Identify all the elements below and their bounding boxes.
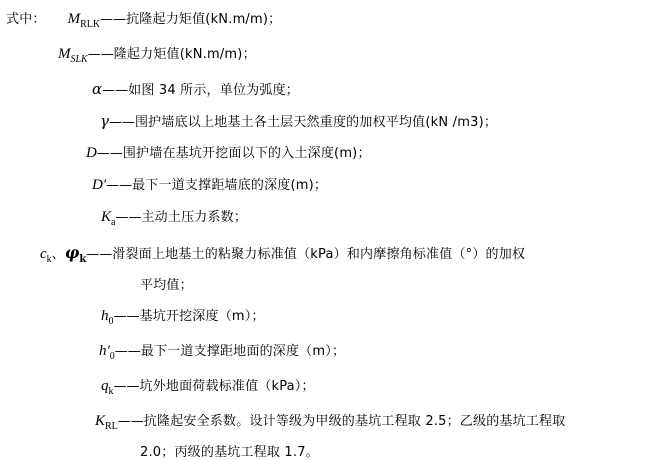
definition-alpha: 如图 34 所示，单位为弧度； (128, 83, 299, 98)
formula-line-ck-phik-continuation (140, 279, 672, 292)
formula-line-h0-prime (99, 344, 672, 362)
definition-ck-phik: 滑裂面上地基土的粘聚力标准值（kPa）和内摩擦角标准值（°）的加权 (112, 247, 526, 262)
dash-separator: —— (96, 146, 123, 161)
formula-line-gamma (100, 114, 672, 129)
dash-separator: —— (87, 47, 114, 62)
dash-separator: —— (102, 83, 129, 98)
document-page (0, 11, 672, 460)
symbol-separator: 、 (51, 247, 65, 262)
intro-label-text: 式中： (6, 12, 46, 27)
definition-d: 围护墙在基坑开挖面以下的入土深度(m)； (122, 146, 371, 161)
definition-gamma-superscript: 3 (470, 115, 479, 130)
symbol-gamma: γ (100, 112, 109, 130)
dash-separator: —— (106, 178, 133, 193)
dash-separator: —— (113, 309, 140, 325)
formula-line-h0 (101, 309, 672, 327)
dash-separator: —— (114, 344, 141, 360)
formula-line-krl (95, 414, 672, 432)
symbol-alpha: α (92, 80, 103, 98)
symbol-h0-prime: $h'_0$ (99, 343, 115, 363)
symbol-mrlk: $M_{RLK}$ (67, 11, 101, 30)
definition-ck-phik-cont: 平均值； (140, 278, 193, 294)
dash-separator: —— (108, 115, 135, 130)
symbol-qk: $q_k$ (101, 378, 114, 398)
definition-qk: 坑外地面荷载标准值（kPa）； (139, 379, 315, 395)
formula-line-alpha (92, 82, 672, 97)
dash-separator: —— (117, 414, 144, 430)
definition-d-prime: 最下一道支撑距墙底的深度(m)； (132, 178, 328, 193)
formula-line-mslk (58, 47, 672, 65)
definition-h0-prime: 最下一道支撑距地面的深度（m）； (140, 344, 346, 360)
dash-separator: —— (115, 210, 142, 225)
definition-krl: 抗隆起安全系数。设计等级为甲级的基坑工程取 2.5；乙级的基坑工程取 (143, 414, 566, 430)
definition-mrlk: 抗隆起力矩值(kN.m/m)； (126, 12, 282, 27)
definition-gamma: 围护墙底以上地基土各土层天然重度的加权平均值(kN /m (134, 115, 471, 130)
formula-line-mrlk (6, 12, 672, 30)
dash-separator: —— (113, 379, 140, 395)
formula-line-qk (101, 379, 672, 397)
formula-line-ck-phik (40, 245, 672, 265)
symbol-ck: $c_k$ (40, 246, 52, 265)
dash-separator: —— (100, 12, 127, 27)
dash-separator: —— (86, 247, 113, 262)
formula-line-krl-continuation (140, 446, 672, 459)
formula-line-d (86, 146, 672, 161)
definition-ka: 主动土压力系数； (141, 210, 248, 225)
symbol-krl: $K_{RL}$ (95, 413, 118, 433)
symbol-d: D (86, 145, 97, 161)
formula-line-ka (101, 210, 672, 228)
symbol-mslk: $M_{SLK}$ (58, 46, 88, 65)
definition-gamma-tail: )； (478, 115, 498, 130)
symbol-d-prime: D′ (92, 177, 107, 193)
definition-mslk: 隆起力矩值(kN.m/m)； (113, 47, 256, 62)
definition-krl-cont: 2.0；丙级的基坑工程取 1.7。 (140, 445, 319, 460)
symbol-ka: $K_a$ (101, 209, 116, 228)
definition-h0: 基坑开挖深度（m）； (139, 309, 265, 325)
formula-line-d-prime (92, 178, 672, 193)
symbol-phik: $\varphi_k$ (64, 243, 87, 266)
symbol-h0: $h_0$ (101, 308, 114, 328)
